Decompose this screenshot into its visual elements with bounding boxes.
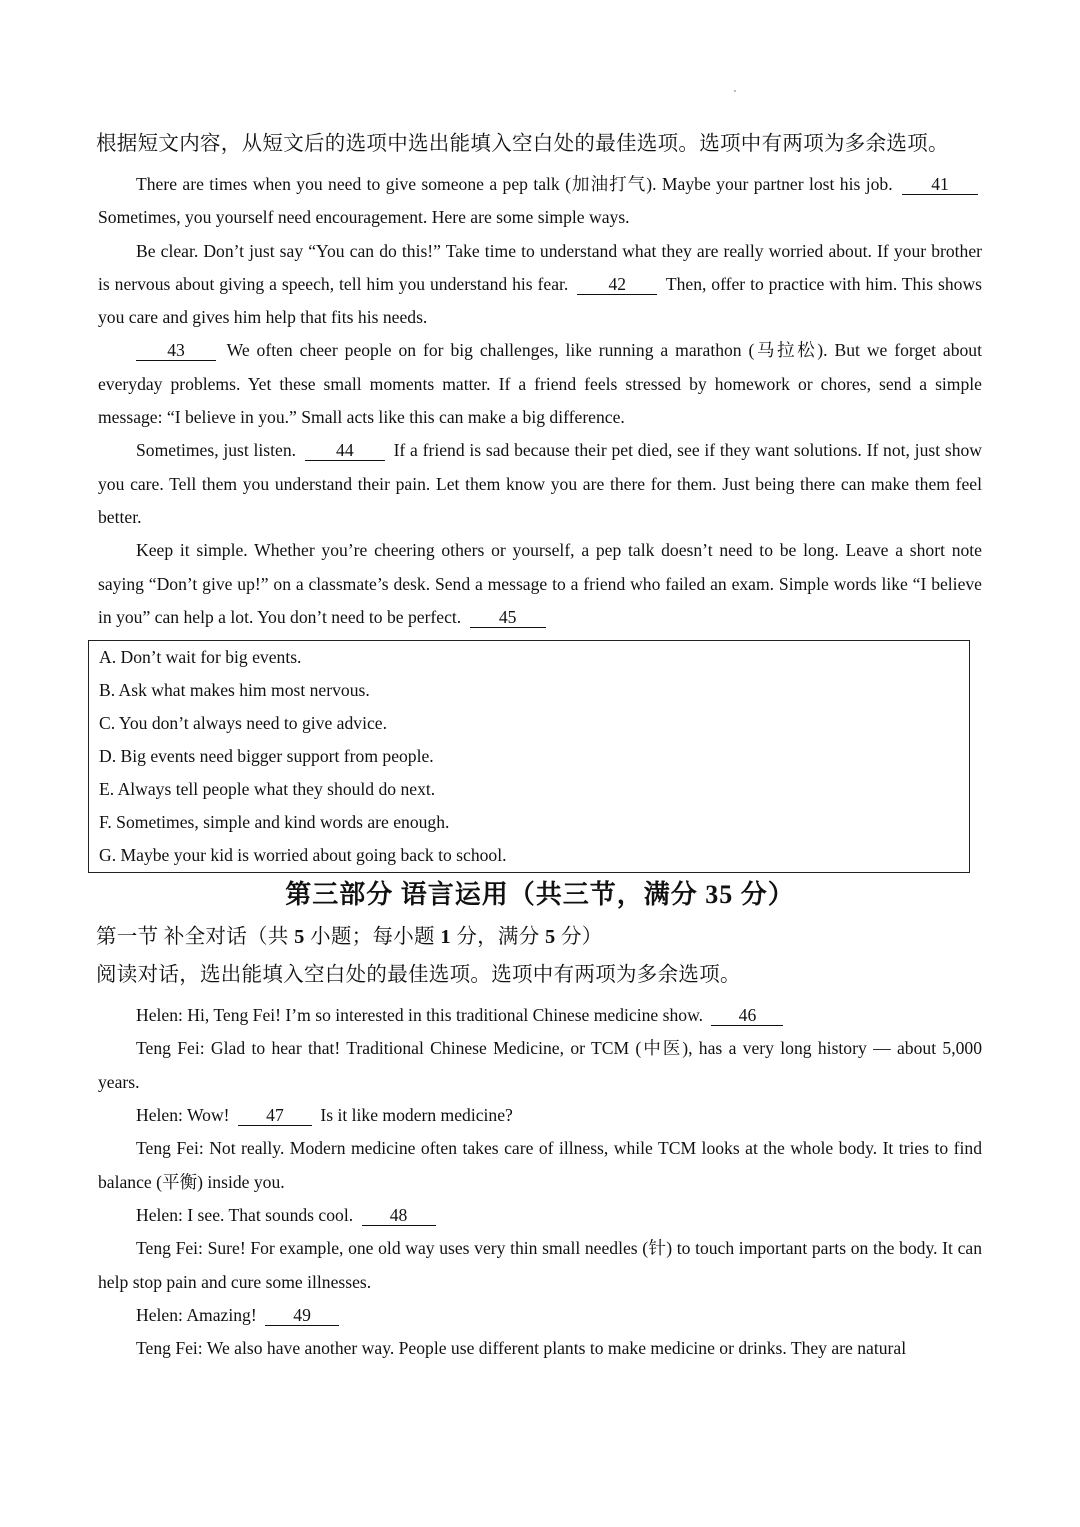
dialogue-text: Teng Fei: Sure! For example, one old way uses very thin small needles (针) to touch important parts on the body. It can help stop pain and cure some illnesses.: [98, 1238, 982, 1292]
passage-paragraph-1: [98, 168, 982, 235]
dialogue-line-2: [98, 1032, 982, 1099]
scan-dot: [734, 90, 736, 92]
option-g: G. Maybe your kid is worried about going back to school.: [99, 845, 507, 866]
option-a: A. Don’t wait for big events.: [99, 647, 302, 668]
dialogue-line-6: [98, 1232, 982, 1299]
passage-paragraph-3: [98, 334, 982, 434]
dialogue-line-7: [98, 1299, 982, 1332]
blank-47[interactable]: 47: [238, 1106, 312, 1126]
passage-text: Then, offer to practice with him. This shows you care and gives him help that fits his needs.: [98, 273, 982, 328]
passage-text: Be clear. Don’t just say “You can do this!” Take time to understand what they are really worried about. If your brother is nervous about giving a speech, tell him you understand his fear.: [98, 240, 982, 294]
part3-title: 第三部分 语言运用（共三节，满分 35 分）: [285, 880, 795, 910]
option-b: B. Ask what makes him most nervous.: [99, 680, 370, 701]
section1-count: 5: [294, 926, 305, 949]
passage-paragraph-2: [98, 235, 982, 335]
section1-title-text: 小题；每小题: [310, 926, 435, 949]
option-d: D. Big events need bigger support from people.: [99, 746, 434, 767]
section1-title-text: 分，满分: [456, 926, 540, 949]
section1-score-each: 1: [440, 926, 451, 949]
blank-41[interactable]: 41: [902, 175, 978, 195]
section1-title-text: 分）: [560, 926, 603, 949]
passage-text: Sometimes, you yourself need encouragement. Here are some simple ways.: [98, 207, 630, 228]
dialogue-text: Helen: Amazing!: [136, 1304, 257, 1325]
passage-paragraph-5: [98, 534, 982, 634]
dialogue-line-5: [98, 1199, 982, 1232]
blank-45[interactable]: 45: [470, 608, 546, 628]
dialogue-text: Teng Fei: Not really. Modern medicine often takes care of illness, while TCM looks at the whole body. It tries to find balance (平衡) inside you.: [98, 1138, 982, 1192]
blank-46[interactable]: 46: [711, 1006, 783, 1026]
dialogue-line-4: [98, 1132, 982, 1199]
dialogue-text: Helen: I see. That sounds cool.: [136, 1204, 354, 1225]
passage-text: Sometimes, just listen.: [136, 440, 297, 461]
section1-score-total: 5: [544, 926, 556, 949]
dialogue-line-3: [98, 1099, 982, 1132]
option-e: E. Always tell people what they should do next.: [99, 779, 436, 800]
dialogue-text: Teng Fei: We also have another way. People use different plants to make medicine or drinks. They are natural: [136, 1338, 907, 1359]
passage-paragraph-4: [98, 434, 982, 534]
options-box: [88, 640, 970, 873]
passage-text: We often cheer people on for big challenges, like running a marathon (马拉松). But we forget about everyday problems. Yet these small moments matter. If a friend feels stressed by homework or chores, send a simple message: “I believe in you.” Small acts like this can make a big difference.: [98, 340, 982, 428]
dialogue-text: Helen: Hi, Teng Fei! I’m so interested in this traditional Chinese medicine show.: [136, 1005, 704, 1026]
passage-text: Keep it simple. Whether you’re cheering others or yourself, a pep talk doesn’t need to be long. Leave a short note saying “Don’t give up!” on a classmate’s desk. Send a message to a friend who failed an exam. Simple words like “I believe in you” can help a lot. You don’t need to be perfect.: [98, 540, 982, 627]
passage-text: If a friend is sad because their pet died, see if they want solutions. If not, just show you care. Tell them you understand their pain. Let them know you are there for them. Just being there can make them feel better.: [98, 440, 983, 527]
dialogue-line-1: [98, 999, 982, 1032]
exam-page: [98, 128, 982, 1365]
section1-title-text: 第一节 补全对话（共: [96, 926, 289, 949]
passage-text: There are times when you need to give someone a pep talk (加油打气). Maybe your partner lost his job.: [136, 174, 893, 194]
dialogue-instruction: 阅读对话，选出能填入空白处的最佳选项。选项中有两项为多余选项。: [96, 964, 741, 987]
option-f: F. Sometimes, simple and kind words are enough.: [99, 812, 450, 833]
blank-44[interactable]: 44: [305, 441, 385, 461]
dialogue-text: Is it like modern medicine?: [320, 1105, 513, 1126]
blank-48[interactable]: 48: [362, 1206, 436, 1226]
blank-42[interactable]: 42: [577, 275, 657, 295]
blank-43[interactable]: 43: [136, 341, 216, 361]
dialogue-line-8: [98, 1332, 982, 1365]
reading-instruction: 根据短文内容，从短文后的选项中选出能填入空白处的最佳选项。选项中有两项为多余选项。: [96, 133, 949, 155]
blank-49[interactable]: 49: [265, 1306, 339, 1326]
dialogue-text: Teng Fei: Glad to hear that! Traditional Chinese Medicine, or TCM (中医), has a very long history — about 5,000 years.: [98, 1038, 982, 1092]
section1-title: [96, 921, 982, 953]
option-c: C. You don’t always need to give advice.: [99, 713, 387, 734]
dialogue-text: Helen: Wow!: [136, 1105, 230, 1126]
